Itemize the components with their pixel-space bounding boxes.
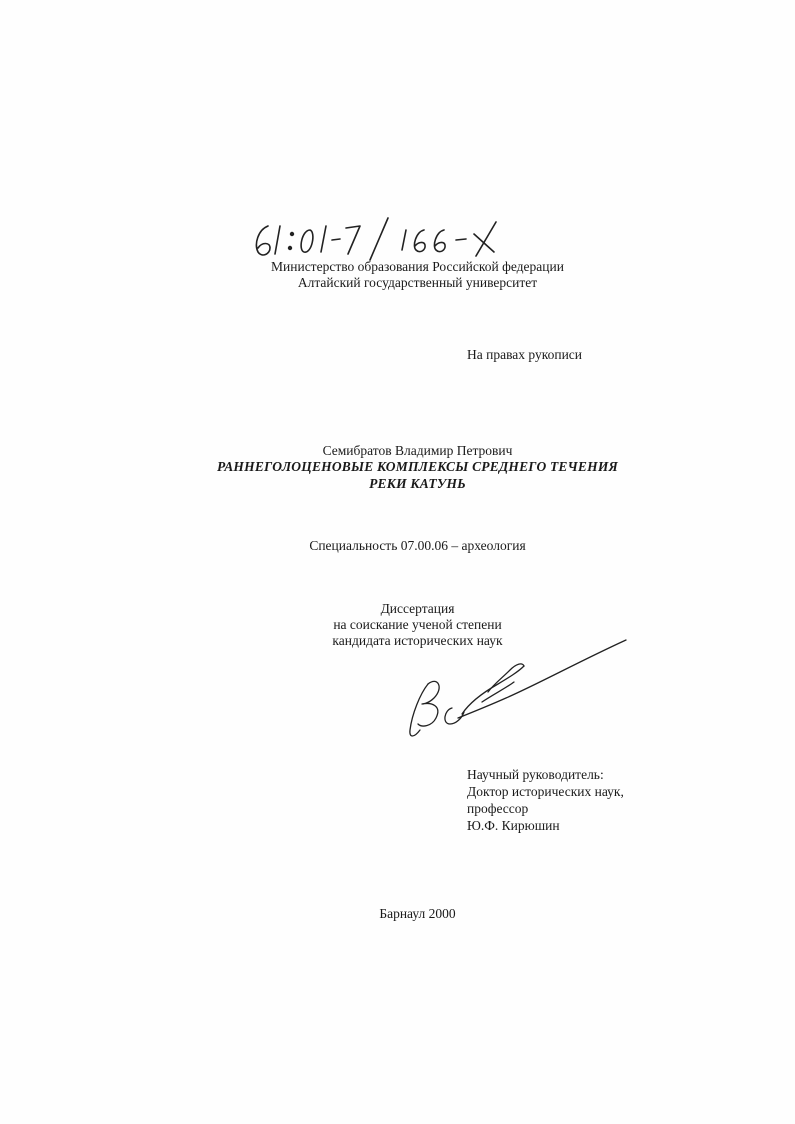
university-line: Алтайский государственный университет (297, 275, 538, 290)
handwritten-archive-number (248, 212, 518, 264)
specialty-line: Специальность 07.00.06 – археология (309, 538, 526, 553)
dissertation-line-2: на соискание ученой степени (333, 617, 502, 632)
dissertation-line-1: Диссертация (380, 601, 455, 616)
ministry-line: Министерство образования Российской федерации (271, 259, 564, 274)
author-signature (398, 632, 633, 744)
title-line-1: РАННЕГОЛОЦЕНОВЫЕ КОМПЛЕКСЫ СРЕДНЕГО ТЕЧЕНИЯ (216, 459, 619, 474)
place-year: Барнаул 2000 (379, 906, 456, 921)
advisor-name: Ю.Ф. Кирюшин (467, 818, 560, 833)
advisor-rank: профессор (467, 801, 529, 816)
rights-note: На правах рукописи (467, 347, 583, 362)
dissertation-line-3: кандидата исторических наук (332, 633, 503, 648)
title-line-2: РЕКИ КАТУНЬ (369, 476, 466, 491)
advisor-degree: Доктор исторических наук, (467, 784, 624, 799)
advisor-block (467, 766, 624, 834)
advisor-label: Научный руководитель: (467, 767, 604, 782)
author-name: Семибратов Владимир Петрович (322, 443, 513, 458)
